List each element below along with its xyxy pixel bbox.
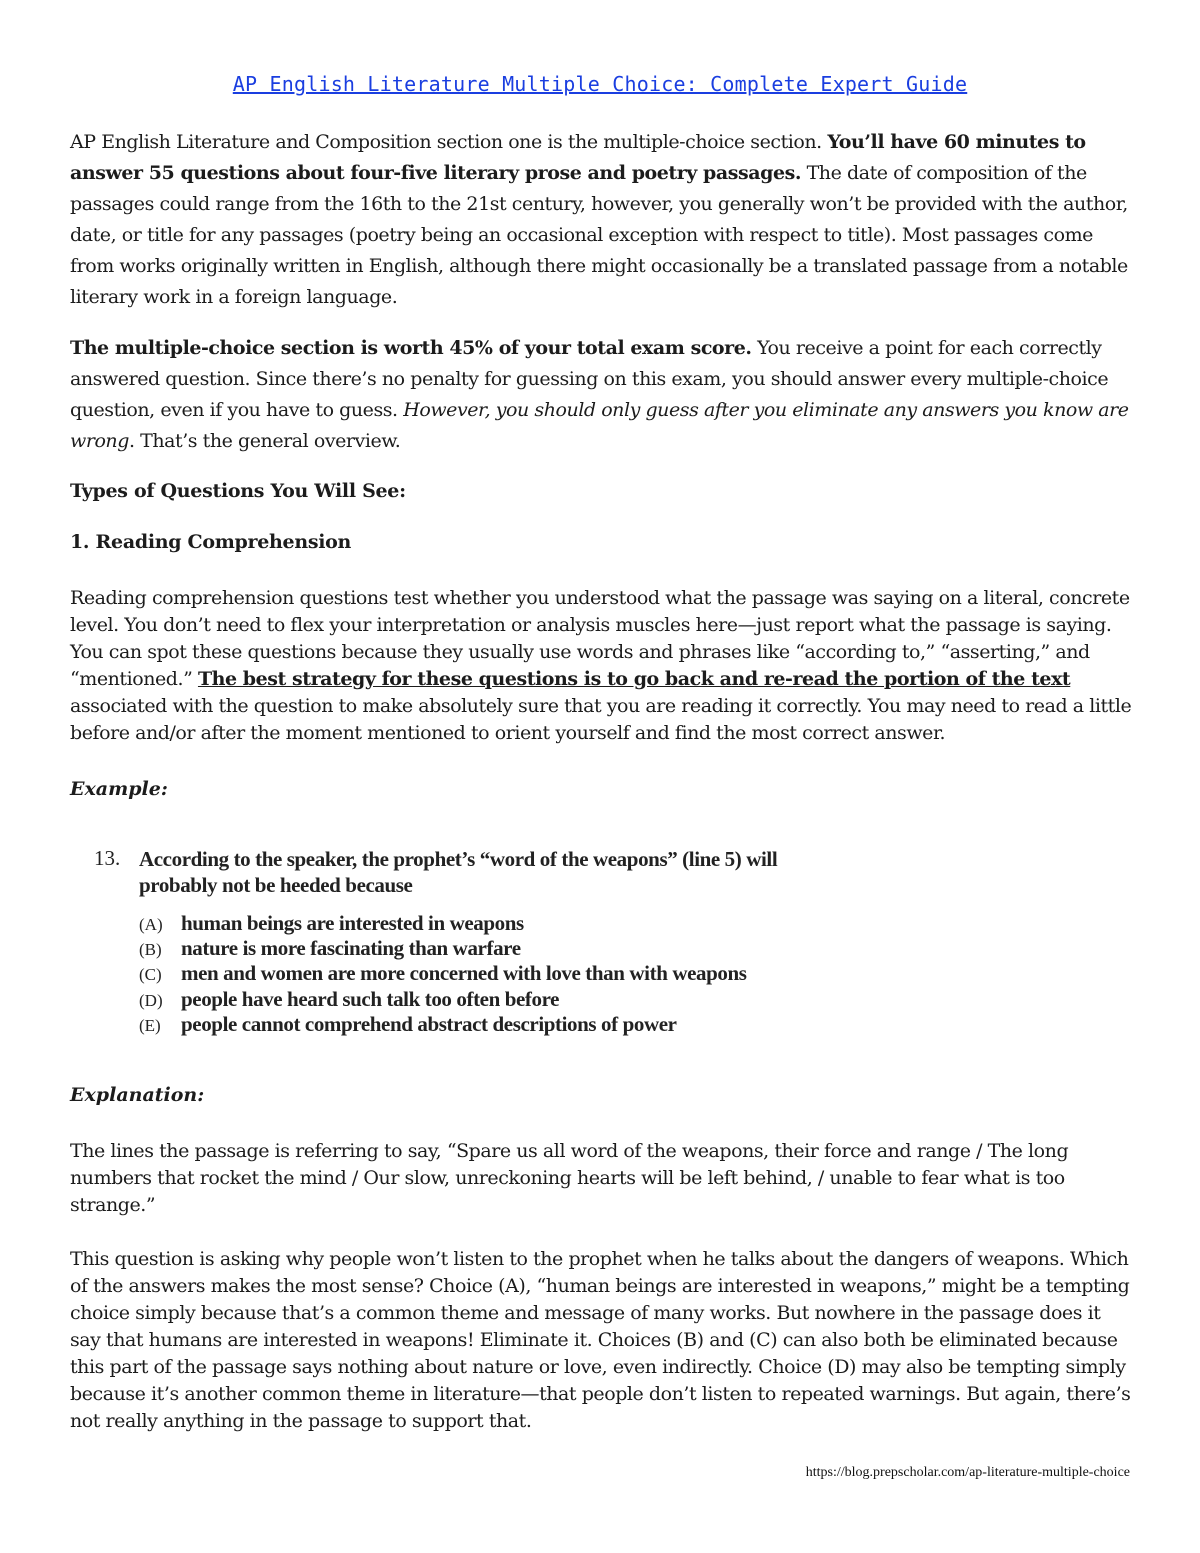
document-title[interactable]: AP English Literature Multiple Choice: Complete Expert Guide xyxy=(232,72,968,96)
answer-choice: (B) nature is more fascinating than warfare xyxy=(139,936,521,960)
question-stem: According to the speaker, the prophet’s “word of the weapons” (line 5) will probably not be heeded because xyxy=(139,847,778,897)
answer-choice: (E) people cannot comprehend abstract descriptions of power xyxy=(139,1012,677,1036)
strategy-underlined-text: The best strategy for these questions is to go back and re-read the portion of the text xyxy=(197,668,1071,690)
types-heading: Types of Questions You Will See: xyxy=(70,480,406,502)
question-number: 13. xyxy=(94,846,121,870)
explanation-paragraph-analysis: This question is asking why people won’t listen to the prophet when he talks about the dangers of weapons. Which of the answers makes the most sense? Choice (A), “human beings are interested in weapons,” might be a tempting choice simply because that’s a common theme and message of many works. But nowhere in the passage does it say that humans are interested in weapons! Eliminate it. Choices (B) and (C) can also both be eliminated because this part of the passage says nothing about nature or love, even indirectly. Choice (D) may also be tempting simply because it’s another common theme in literature—that people don’t listen to repeated warnings. But again, there’s not really anything in the passage to support that. xyxy=(70,1248,1131,1432)
reading-paragraph: Reading comprehension questions test whether you understood what the passage was saying on a literal, concrete level. You don’t need to flex your interpretation or analysis muscles here—just report what the passage is saying. You can spot these questions because they usually use words and phrases like “according to,” “asserting,” and “mentioned.” The best strategy for these questions is to go back and re-read the portion of the text associated with the question to make absolutely sure that you are reading it correctly. You may need to read a little before and/or after the moment mentioned to orient yourself and find the most correct answer. xyxy=(70,587,1132,744)
explanation-paragraph-quote: The lines the passage is referring to say, “Spare us all word of the weapons, their force and range / The long numbers that rocket the mind / Our slow, unreckoning hearts will be left behind, / unable to fear what is too strange.” xyxy=(70,1140,1069,1216)
answer-choice: (D) people have heard such talk too often before xyxy=(139,987,560,1011)
example-label: Example: xyxy=(70,778,168,800)
answer-choice: (A) human beings are interested in weapons xyxy=(139,911,524,935)
score-paragraph: The multiple-choice section is worth 45% of your total exam score. You receive a point for each correctly answered question. Since there’s no penalty for guessing on this exam, you should answer every multiple-choice question, even if you have to guess. However, you should only guess after you eliminate any answers you know are wrong. That’s the general overview. xyxy=(70,337,1129,452)
score-bold-text: The multiple-choice section is worth 45% of your total exam score. xyxy=(70,337,752,359)
intro-bold-text: You’ll have 60 minutes to answer 55 questions about four-five literary prose and poetry passages. xyxy=(70,131,1086,184)
score-italic-text: However, you should only guess after you eliminate any answers you know are wrong xyxy=(70,399,1129,452)
explanation-label: Explanation: xyxy=(70,1084,205,1106)
answer-choice: (C) men and women are more concerned with love than with weapons xyxy=(139,961,747,985)
intro-paragraph: AP English Literature and Composition section one is the multiple-choice section. You’ll have 60 minutes to answer 55 questions about four-five literary prose and poetry passages. The date of composition of the passages could range from the 16th to the 21st century, however, you generally won’t be provided with the author, date, or title for any passages (poetry being an occasional exception with respect to title). Most passages come from works originally written in English, although there might occasionally be a translated passage from a notable literary work in a foreign language. xyxy=(70,131,1128,308)
section-heading-reading-comprehension: 1. Reading Comprehension xyxy=(70,531,352,553)
footer-source-url[interactable]: https://blog.prepscholar.com/ap-literature-multiple-choice xyxy=(805,1465,1130,1480)
